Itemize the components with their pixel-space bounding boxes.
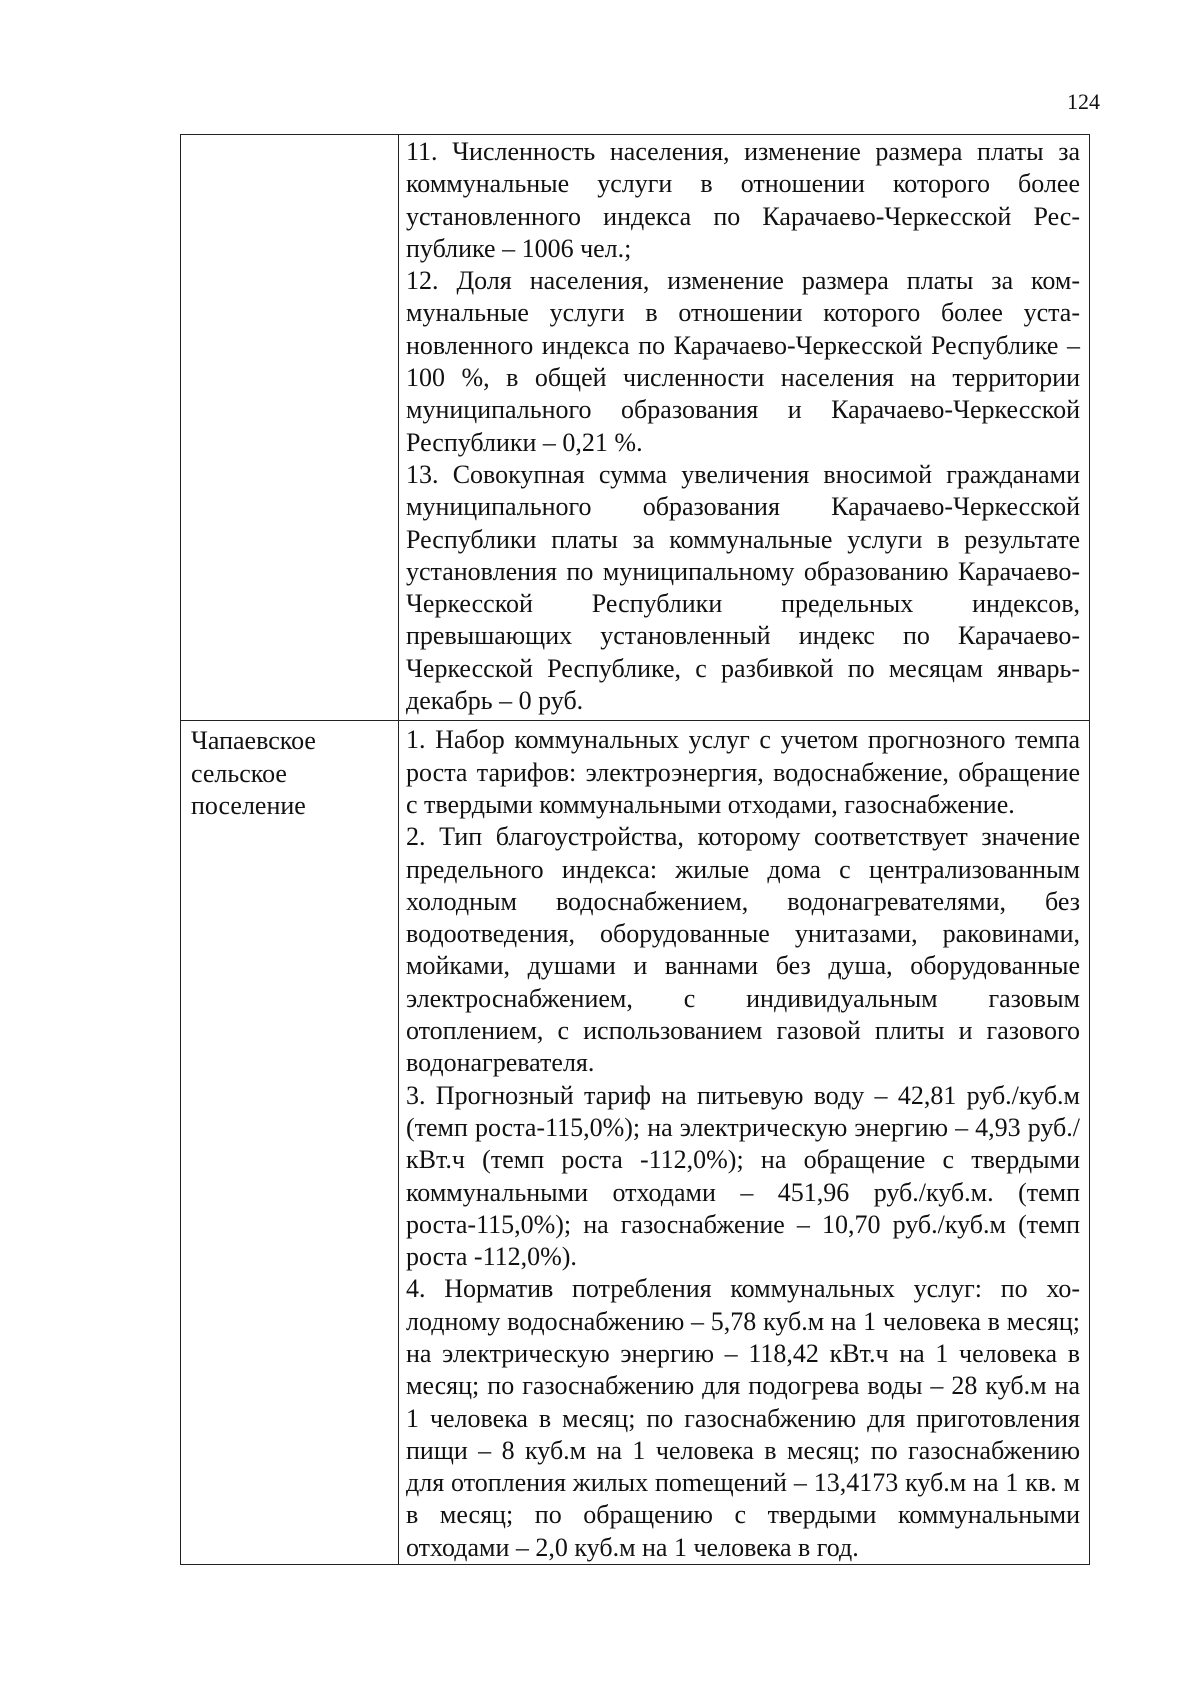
indicator-paragraph-13: 13. Совокупная сумма увеличения вносимой гражданами муниципального образования Карачаево-Черкесской Республики платы за коммунальные услуги в результате установления по муниципальному образованию Карачаево-Черкесской Республики предельных индексов, превышающих установленный индекс по Карачаево-Черкесской Республике, с разбивкой по месяцам январь-декабрь – 0 руб.: [406, 459, 1080, 716]
indicator-paragraph-2: 2. Тип благоустройства, которому соответствует значение предельного индекса: жилые дома с централизованным холодным водоснабжением, водонагревателями, без водоотведения, оборудованные унитазами, раковинами, мойками, душами и ваннами без душа, оборудованные электроснабжением, с индивидуальным газовым отоплением, с использованием газовой плиты и газового водонагревателя.: [406, 822, 1080, 1078]
indicator-paragraph-12: 12. Доля населения, изменение размера платы за коммунальные услуги в отношении которого более установленного индекса по Карачаево-Черкесской Республике – 100 %, в общей численности населения на территории муниципального образования и Карачаево-Черкесской Республики – 0,21 %.: [406, 266, 1080, 457]
indicator-paragraph-4: 4. Норматив потребления коммунальных услуг: по холодному водоснабжению – 5,78 куб.м на 1 человека в месяц; на электрическую энергию – 118,42 кВт.ч на 1 человека в месяц; по газоснабжению для подогрева воды – 28 куб.м на 1 человека в месяц; по газоснабжению для приготовления пищи – 8 куб.м на 1 человека в месяц; по газоснабжению для отопления жилых поmещений – 13,4173 куб.м на 1 кв. м в месяц; по обращению с твердыми коммунальными отходами – 2,0 куб.м на 1 человека в год.: [406, 1274, 1080, 1562]
indicator-paragraph-11: 11. Численность населения, изменение размера платы за коммунальные услуги в отношении которого более установленного индекса по Карачаево-Черкесской Республике – 1006 чел.;: [406, 137, 1080, 263]
indicator-paragraph-3: 3. Прогнозный тариф на питьевую воду – 42,81 руб./куб.м (темп роста-115,0%); на электрическую энергию – 4,93 руб./кВт.ч (темп роста -112,0%); на обращение с твердыми коммунальными отходами – 451,96 руб./куб.м. (темп роста-115,0%); на газоснабжение – 10,70 руб./куб.м (темп роста -112,0%).: [406, 1080, 1080, 1272]
indicators-cell: [399, 721, 1090, 1565]
table-row: [181, 135, 1090, 721]
indicator-paragraph-1: 1. Набор коммунальных услуг с учетом прогнозного темпа роста тарифов: электроэнергия, водоснабжение, обращение с твердыми коммунальными отходами, газоснабжение.: [406, 725, 1080, 819]
table-row: [181, 721, 1090, 1565]
indices-table: [180, 134, 1090, 1565]
page-number: 124: [1067, 89, 1100, 114]
municipality-name-cell: [181, 135, 399, 721]
municipality-name-cell: Чапаевское сельское поселение: [181, 721, 399, 1565]
indicators-cell: [399, 135, 1090, 721]
